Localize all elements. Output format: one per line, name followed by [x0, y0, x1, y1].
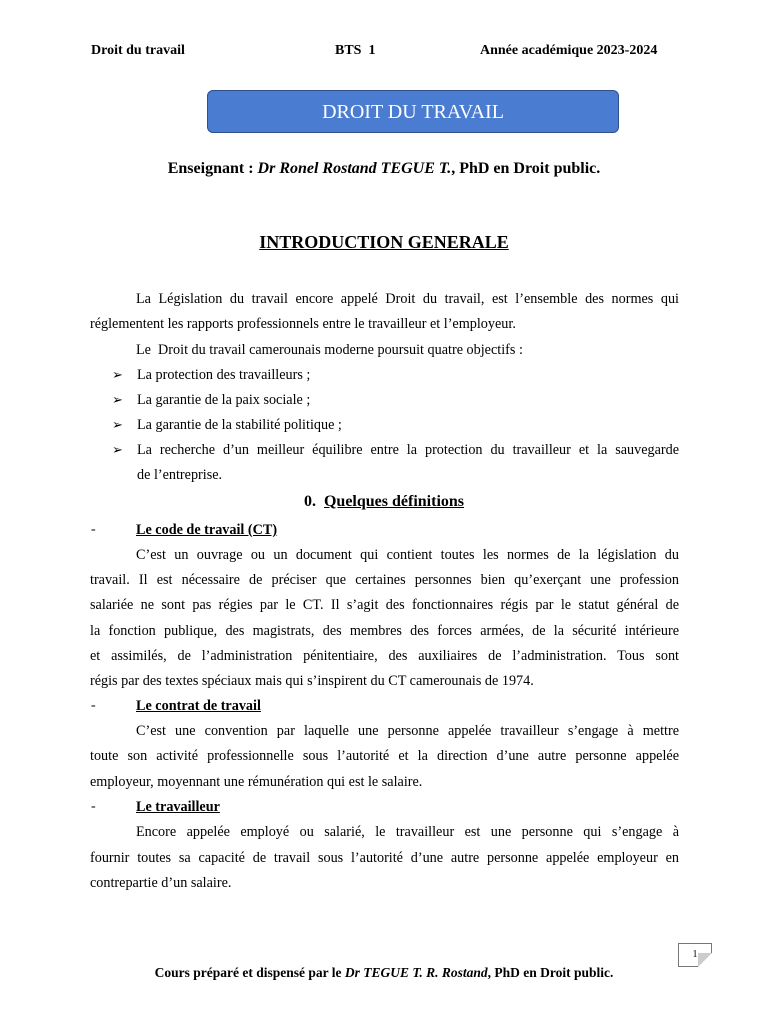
definition-line: fournir toutes sa capacité de travail sous l’autorité d’une autre personne appelée employeur en [90, 850, 679, 866]
definition-line: et assimilés, de l’administration pénitentiaire, des auxiliaires de l’administration. Tous sont [90, 648, 679, 664]
teacher-line [0, 160, 768, 178]
definition-line: travail. Il est nécessaire de préciser que certaines personnes bien qu’exerçant une profession [90, 572, 679, 588]
definition-dash: - [91, 698, 96, 713]
bullet-arrow-icon: ➢ [112, 442, 123, 457]
teacher-suffix: , PhD en Droit public. [451, 160, 601, 177]
definition-line: employeur, moyennant une rémunération qui est le salaire. [90, 774, 423, 790]
bullet-arrow-icon: ➢ [112, 392, 123, 407]
objective-item: La garantie de la stabilité politique ; [137, 417, 342, 433]
objective-item: La recherche d’un meilleur équilibre entre la protection du travailleur et la sauvegarde [137, 442, 679, 458]
section-title: Quelques définitions [323, 493, 465, 510]
bullet-arrow-icon: ➢ [112, 367, 123, 382]
footer-suffix: , PhD en Droit public. [487, 965, 614, 980]
definition-dash: - [91, 799, 96, 814]
page-number: 1 [678, 943, 712, 967]
intro-p1-line-1: La Législation du travail encore appelé Droit du travail, est l’ensemble des normes qui [136, 291, 679, 307]
document-title-banner: DROIT DU TRAVAIL [207, 90, 619, 133]
definition-term: Le travailleur [136, 799, 220, 815]
definition-dash: - [91, 522, 96, 537]
teacher-prefix: Enseignant : [167, 160, 258, 177]
intro-p2: Le Droit du travail camerounais moderne poursuit quatre objectifs : [136, 342, 523, 358]
definition-term: Le contrat de travail [136, 698, 261, 714]
definition-line: C’est un ouvrage ou un document qui contient toutes les normes de la législation du [136, 547, 679, 563]
header-academic-year: Année académique 2023-2024 [480, 43, 658, 58]
footer [0, 965, 768, 981]
objective-item-continued: de l’entreprise. [137, 467, 223, 483]
header-course-name: Droit du travail [91, 43, 185, 58]
objective-item: La garantie de la paix sociale ; [137, 392, 311, 408]
definition-term: Le code de travail (CT) [136, 522, 278, 538]
definition-line: toute son activité professionnelle sous l’autorité et la direction d’une autre personne appelée [90, 748, 679, 764]
definition-line: régis par des textes spéciaux mais qui s’inspirent du CT camerounais de 1974. [90, 673, 534, 689]
intro-heading: INTRODUCTION GENERALE [259, 232, 509, 252]
bullet-arrow-icon: ➢ [112, 417, 123, 432]
header-level: BTS 1 [335, 43, 376, 58]
footer-author-name: Dr TEGUE T. R. Rostand [344, 965, 488, 980]
section-heading [0, 493, 768, 511]
section-number: 0. [303, 493, 316, 510]
definition-line: la fonction publique, des magistrats, des membres des forces armées, de la sécurité intérieure [90, 623, 679, 639]
definition-line: salariée ne sont pas régies par le CT. Il s’agit des fonctionnaires régis par le statut général de [90, 597, 679, 613]
intro-p1-line-2: réglementent les rapports professionnels entre le travailleur et l’employeur. [90, 316, 516, 332]
definition-line: C’est une convention par laquelle une personne appelée travailleur s’engage à mettre [136, 723, 679, 739]
objective-item: La protection des travailleurs ; [137, 367, 311, 383]
footer-prefix: Cours préparé et dispensé par le [154, 965, 345, 980]
definition-line: Encore appelée employé ou salarié, le travailleur est une personne qui s’engage à [136, 824, 679, 840]
teacher-name: Dr Ronel Rostand TEGUE T. [257, 160, 452, 177]
definition-line: contrepartie d’un salaire. [90, 875, 232, 891]
